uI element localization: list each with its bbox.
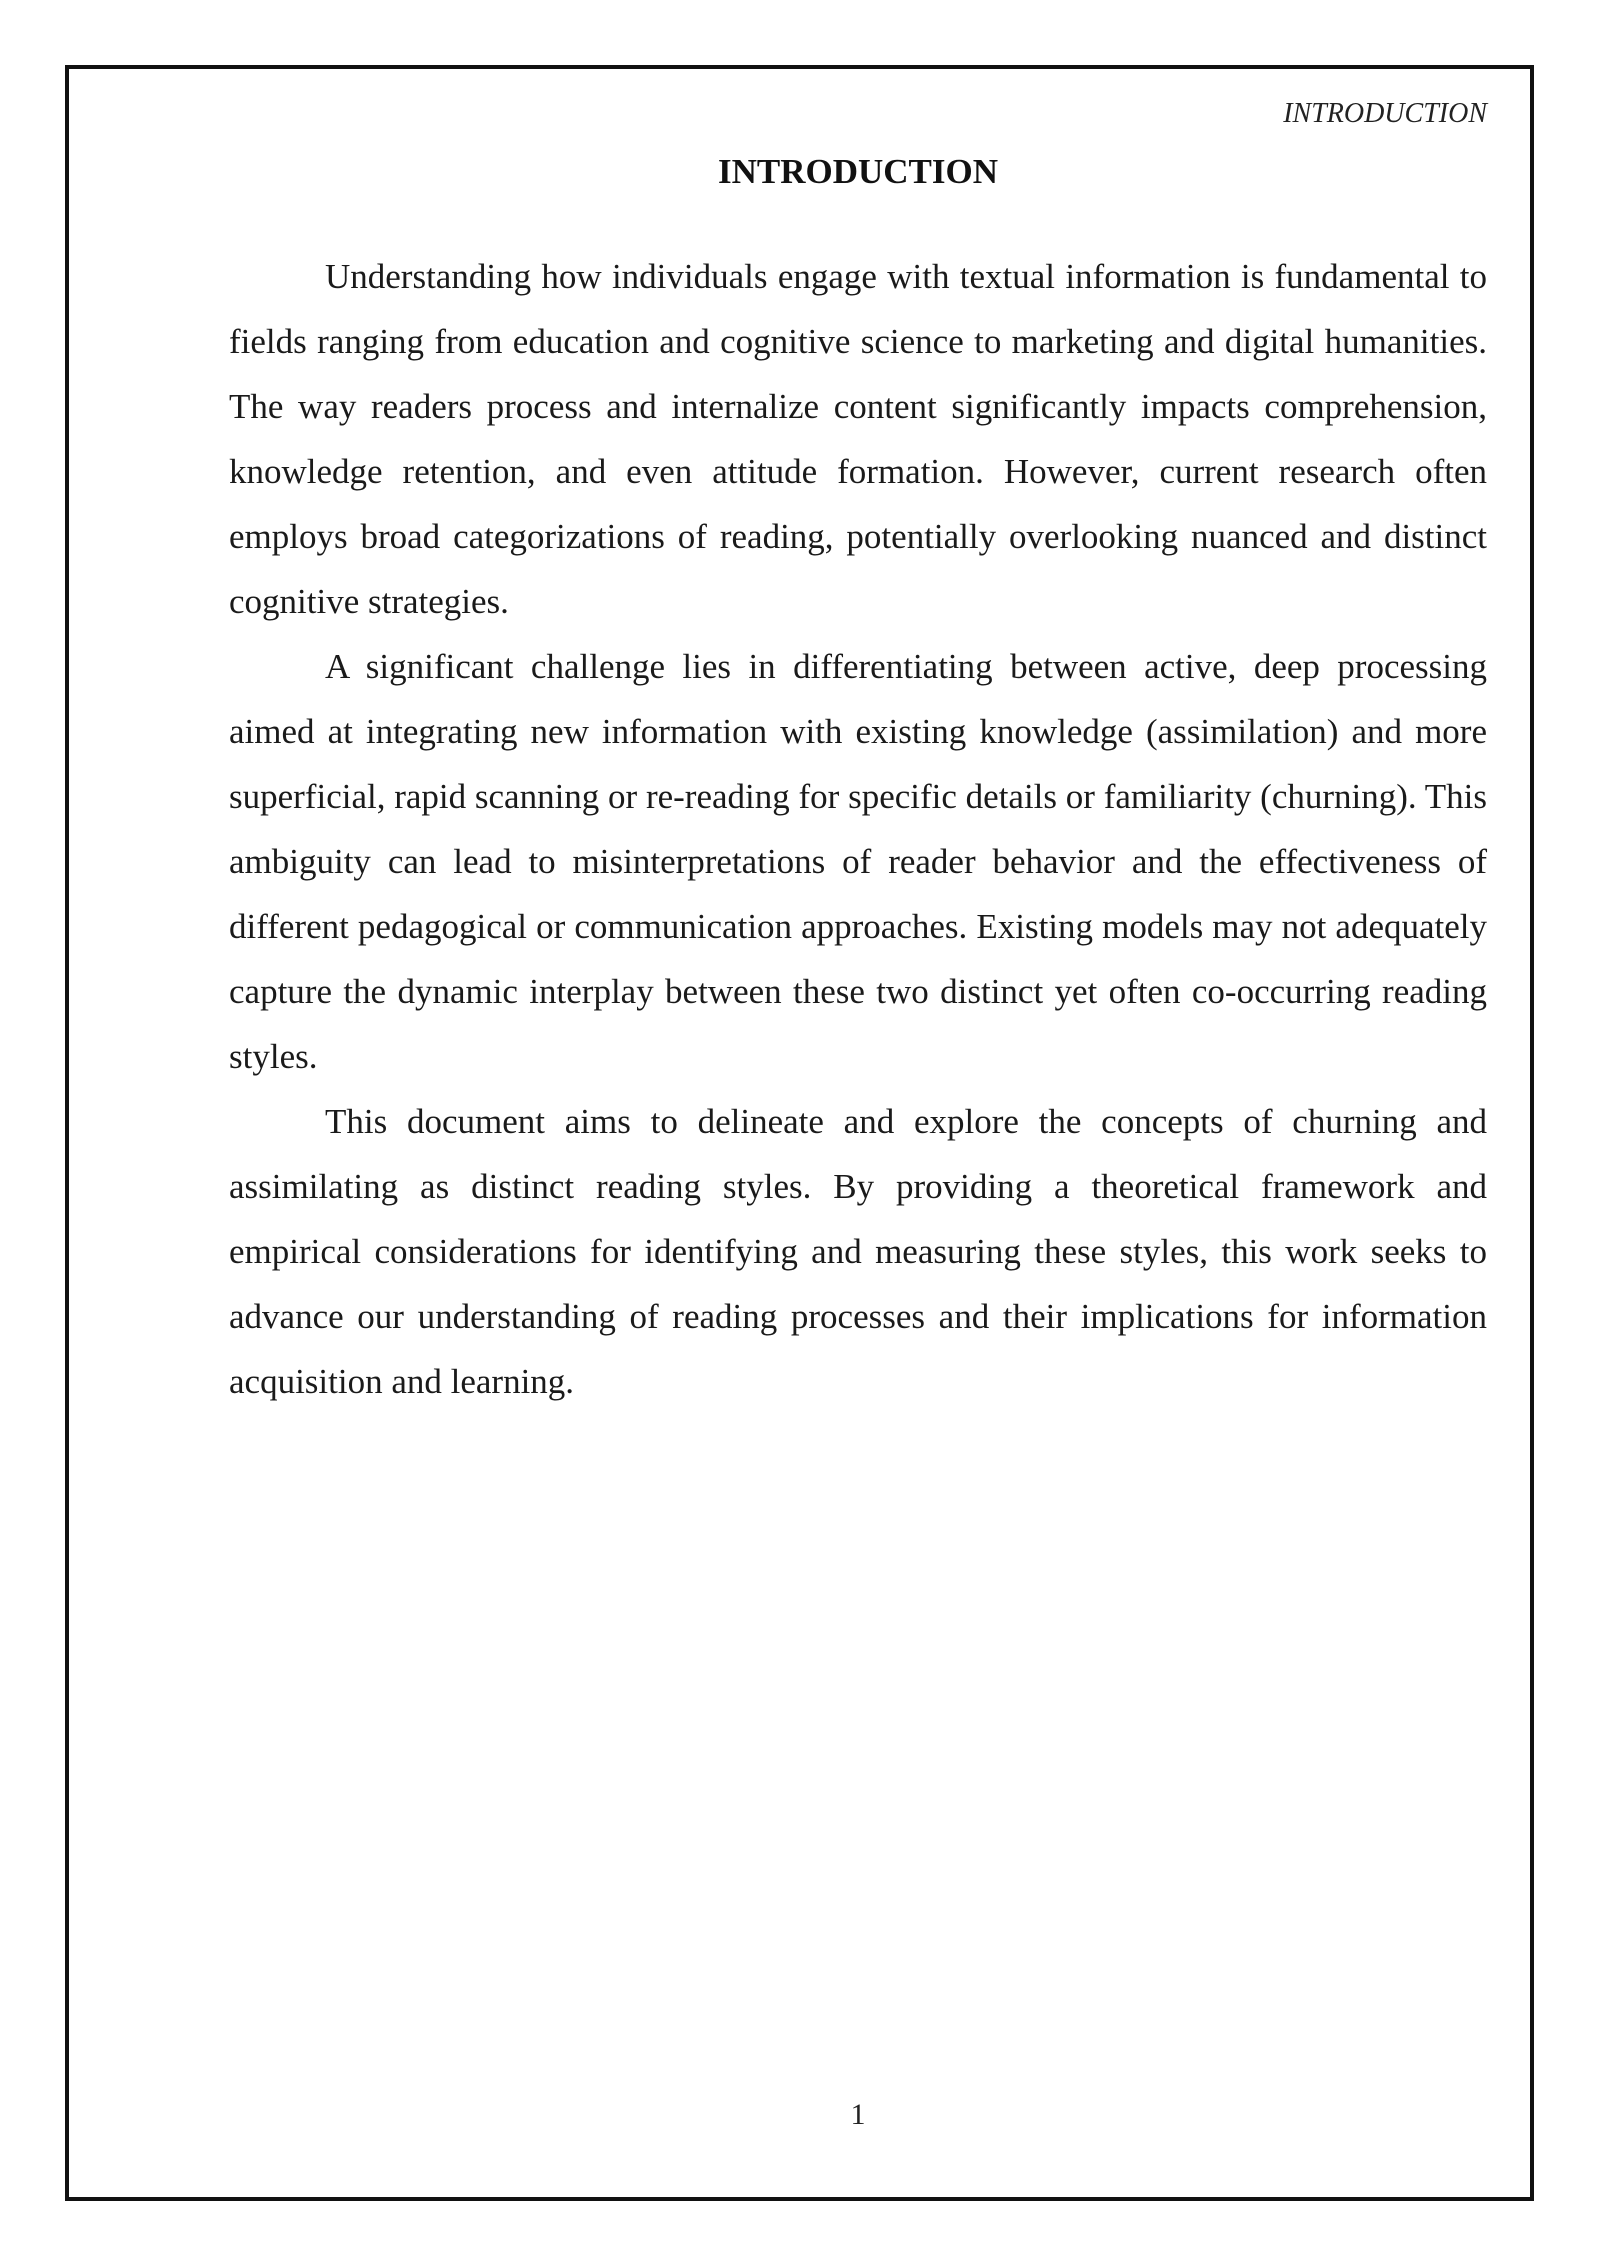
body-text — [229, 244, 1487, 1414]
running-header: INTRODUCTION — [1283, 98, 1487, 129]
page-number: 1 — [850, 2098, 866, 2131]
paragraph: This document aims to delineate and explore the concepts of churning and assimilating as distinct reading styles. By providing a theoretical framework and empirical considerations for identifying and measuring these styles, this work seeks to advance our understanding of reading processes and their implications for information acquisition and learning. — [229, 1102, 1487, 1401]
paragraph: Understanding how individuals engage with textual information is fundamental to fields ranging from education and cognitive science to marketing and digital humanities. The way readers process and internalize content significantly impacts comprehension, knowledge retention, and even attitude formation. However, current research often employs broad categorizations of reading, potentially overlooking nuanced and distinct cognitive strategies. — [229, 257, 1487, 621]
paragraph: A significant challenge lies in differentiating between active, deep processing aimed at integrating new information with existing knowledge (assimilation) and more superficial, rapid scanning or re-reading for specific details or familiarity (churning). This ambiguity can lead to misinterpretations of reader behavior and the effectiveness of different pedagogical or communication approaches. Existing models may not adequately capture the dynamic interplay between these two distinct yet often co-occurring reading styles. — [229, 647, 1487, 1076]
section-heading: INTRODUCTION — [717, 152, 999, 191]
